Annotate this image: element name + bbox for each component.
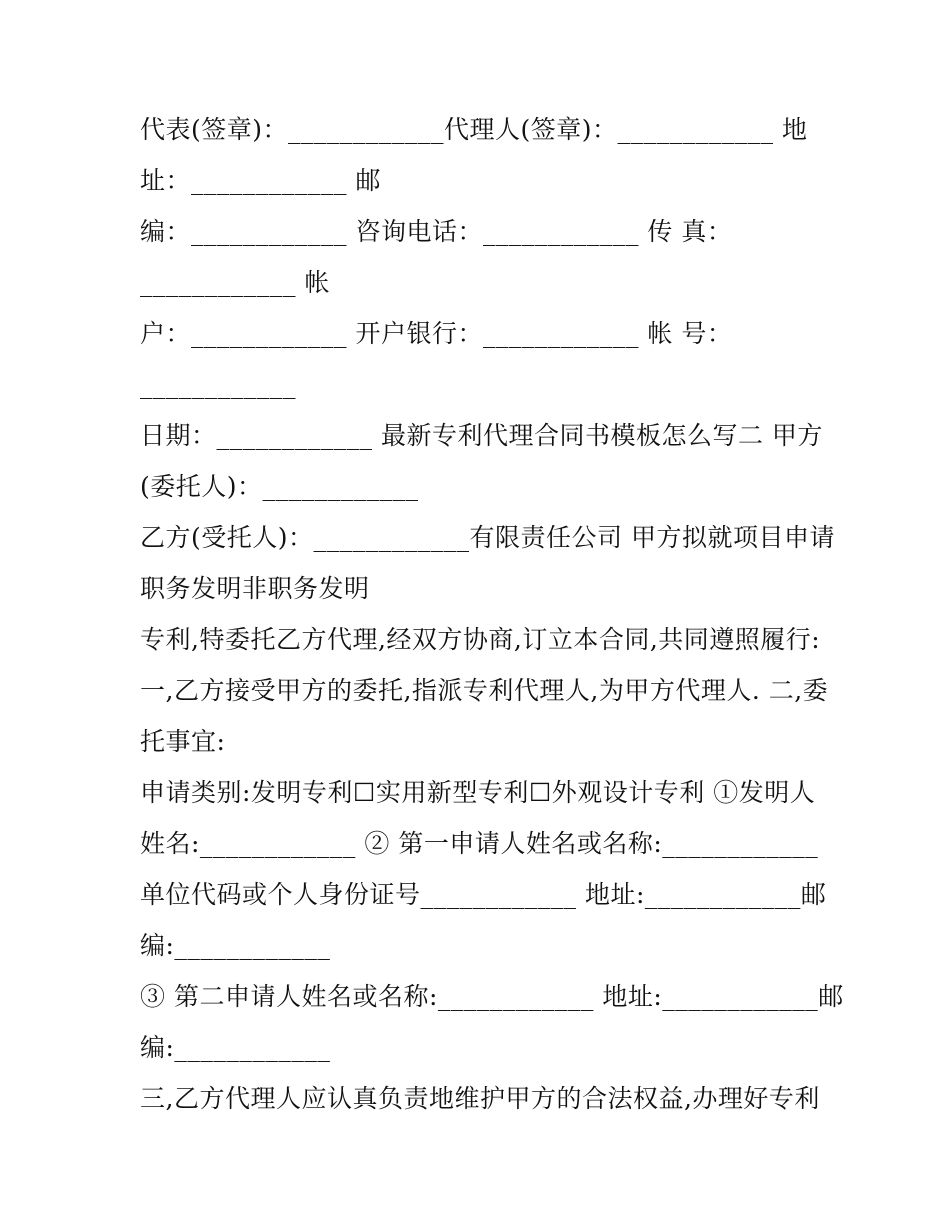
document-page	[140, 104, 844, 1124]
text-line: 职务发明非职务发明	[140, 574, 370, 603]
text-line: 日期：____________ 最新专利代理合同书模板怎么写二 甲方	[140, 421, 823, 450]
text-line: 申请类别:发明专利☐实用新型专利☐外观设计专利 ①发明人	[140, 778, 816, 807]
text-line: 姓名:____________ ② 第一申请人姓名或名称:____________	[140, 829, 819, 858]
text-line: 址：____________ 邮	[140, 166, 381, 195]
text-line: 乙方(受托人)：____________有限责任公司 甲方拟就项目申请	[140, 523, 835, 552]
text-line: (委托人)：____________	[140, 472, 419, 501]
text-line: 编：____________ 咨询电话：____________ 传 真：	[140, 217, 733, 246]
text-line: 户：____________ 开户银行：____________ 帐 号：	[140, 319, 733, 348]
text-line: ____________	[140, 370, 296, 399]
text-line: ____________ 帐	[140, 268, 330, 297]
text-line: 一,乙方接受甲方的委托,指派专利代理人,为甲方代理人. 二,委	[140, 676, 829, 705]
text-line: 编:____________	[140, 1033, 331, 1062]
text-line: 三,乙方代理人应认真负责地维护甲方的合法权益,办理好专利	[140, 1084, 820, 1113]
text-line: 编:____________	[140, 931, 331, 960]
text-line: 托事宜:	[140, 727, 226, 756]
text-line: 专利,特委托乙方代理,经双方协商,订立本合同,共同遵照履行:	[140, 625, 821, 654]
text-line: ③ 第二申请人姓名或名称:____________ 地址:____________邮	[140, 982, 844, 1011]
text-line: 代表(签章)：____________代理人(签章)：____________ 地	[140, 115, 808, 144]
text-line: 单位代码或个人身份证号____________ 地址:____________邮	[140, 880, 827, 909]
